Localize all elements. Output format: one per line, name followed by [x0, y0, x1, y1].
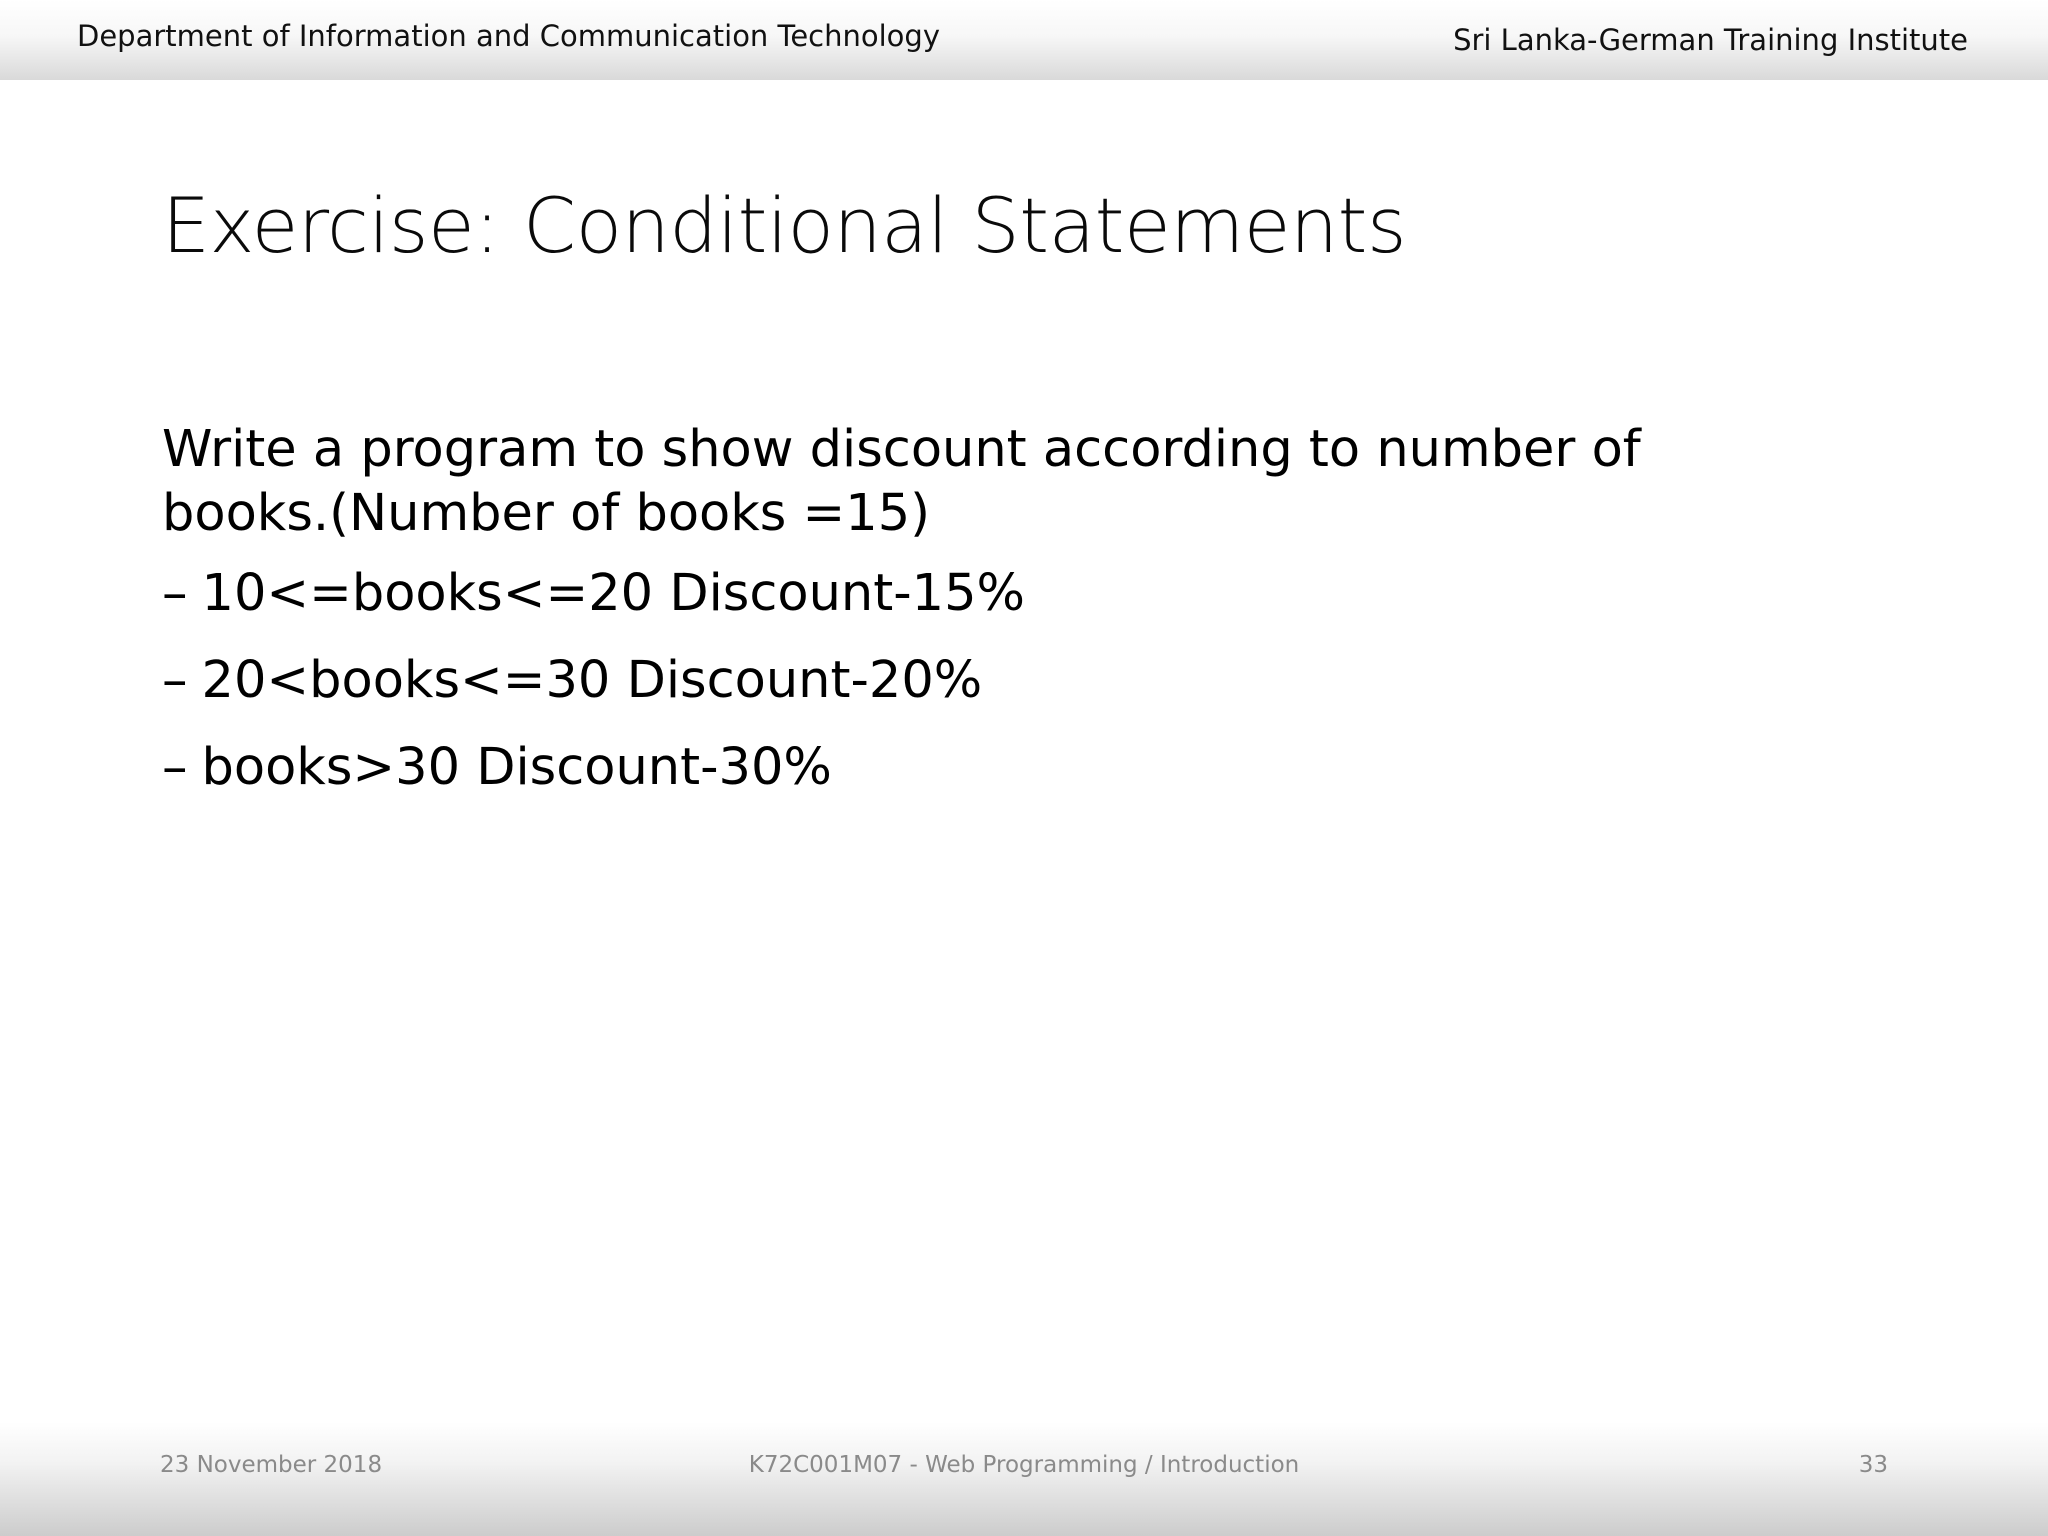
dash-bullet: – — [162, 651, 188, 710]
footer-course-title: K72C001M07 - Web Programming / Introduction — [748, 1452, 1300, 1478]
discount-item — [162, 649, 1812, 713]
discount-item — [162, 736, 1812, 800]
dash-bullet: – — [162, 738, 188, 797]
header-department: Department of Information and Communication Technology — [77, 19, 940, 53]
slide-content — [162, 418, 1812, 823]
discount-list — [162, 562, 1812, 800]
discount-item — [162, 562, 1812, 626]
dash-bullet: – — [162, 564, 188, 623]
discount-item-text: 20<books<=30 Discount-20% — [201, 651, 983, 710]
discount-item-text: 10<=books<=20 Discount-15% — [201, 564, 1025, 623]
exercise-description: Write a program to show discount according to number of books.(Number of books =15) — [162, 420, 1641, 543]
slide-title: Exercise: Conditional Statements — [162, 181, 1407, 270]
footer-date: 23 November 2018 — [160, 1452, 383, 1478]
discount-item-text: books>30 Discount-30% — [201, 738, 832, 797]
page-number: 33 — [1858, 1452, 1888, 1478]
header-institute: Sri Lanka-German Training Institute — [1453, 23, 1968, 57]
